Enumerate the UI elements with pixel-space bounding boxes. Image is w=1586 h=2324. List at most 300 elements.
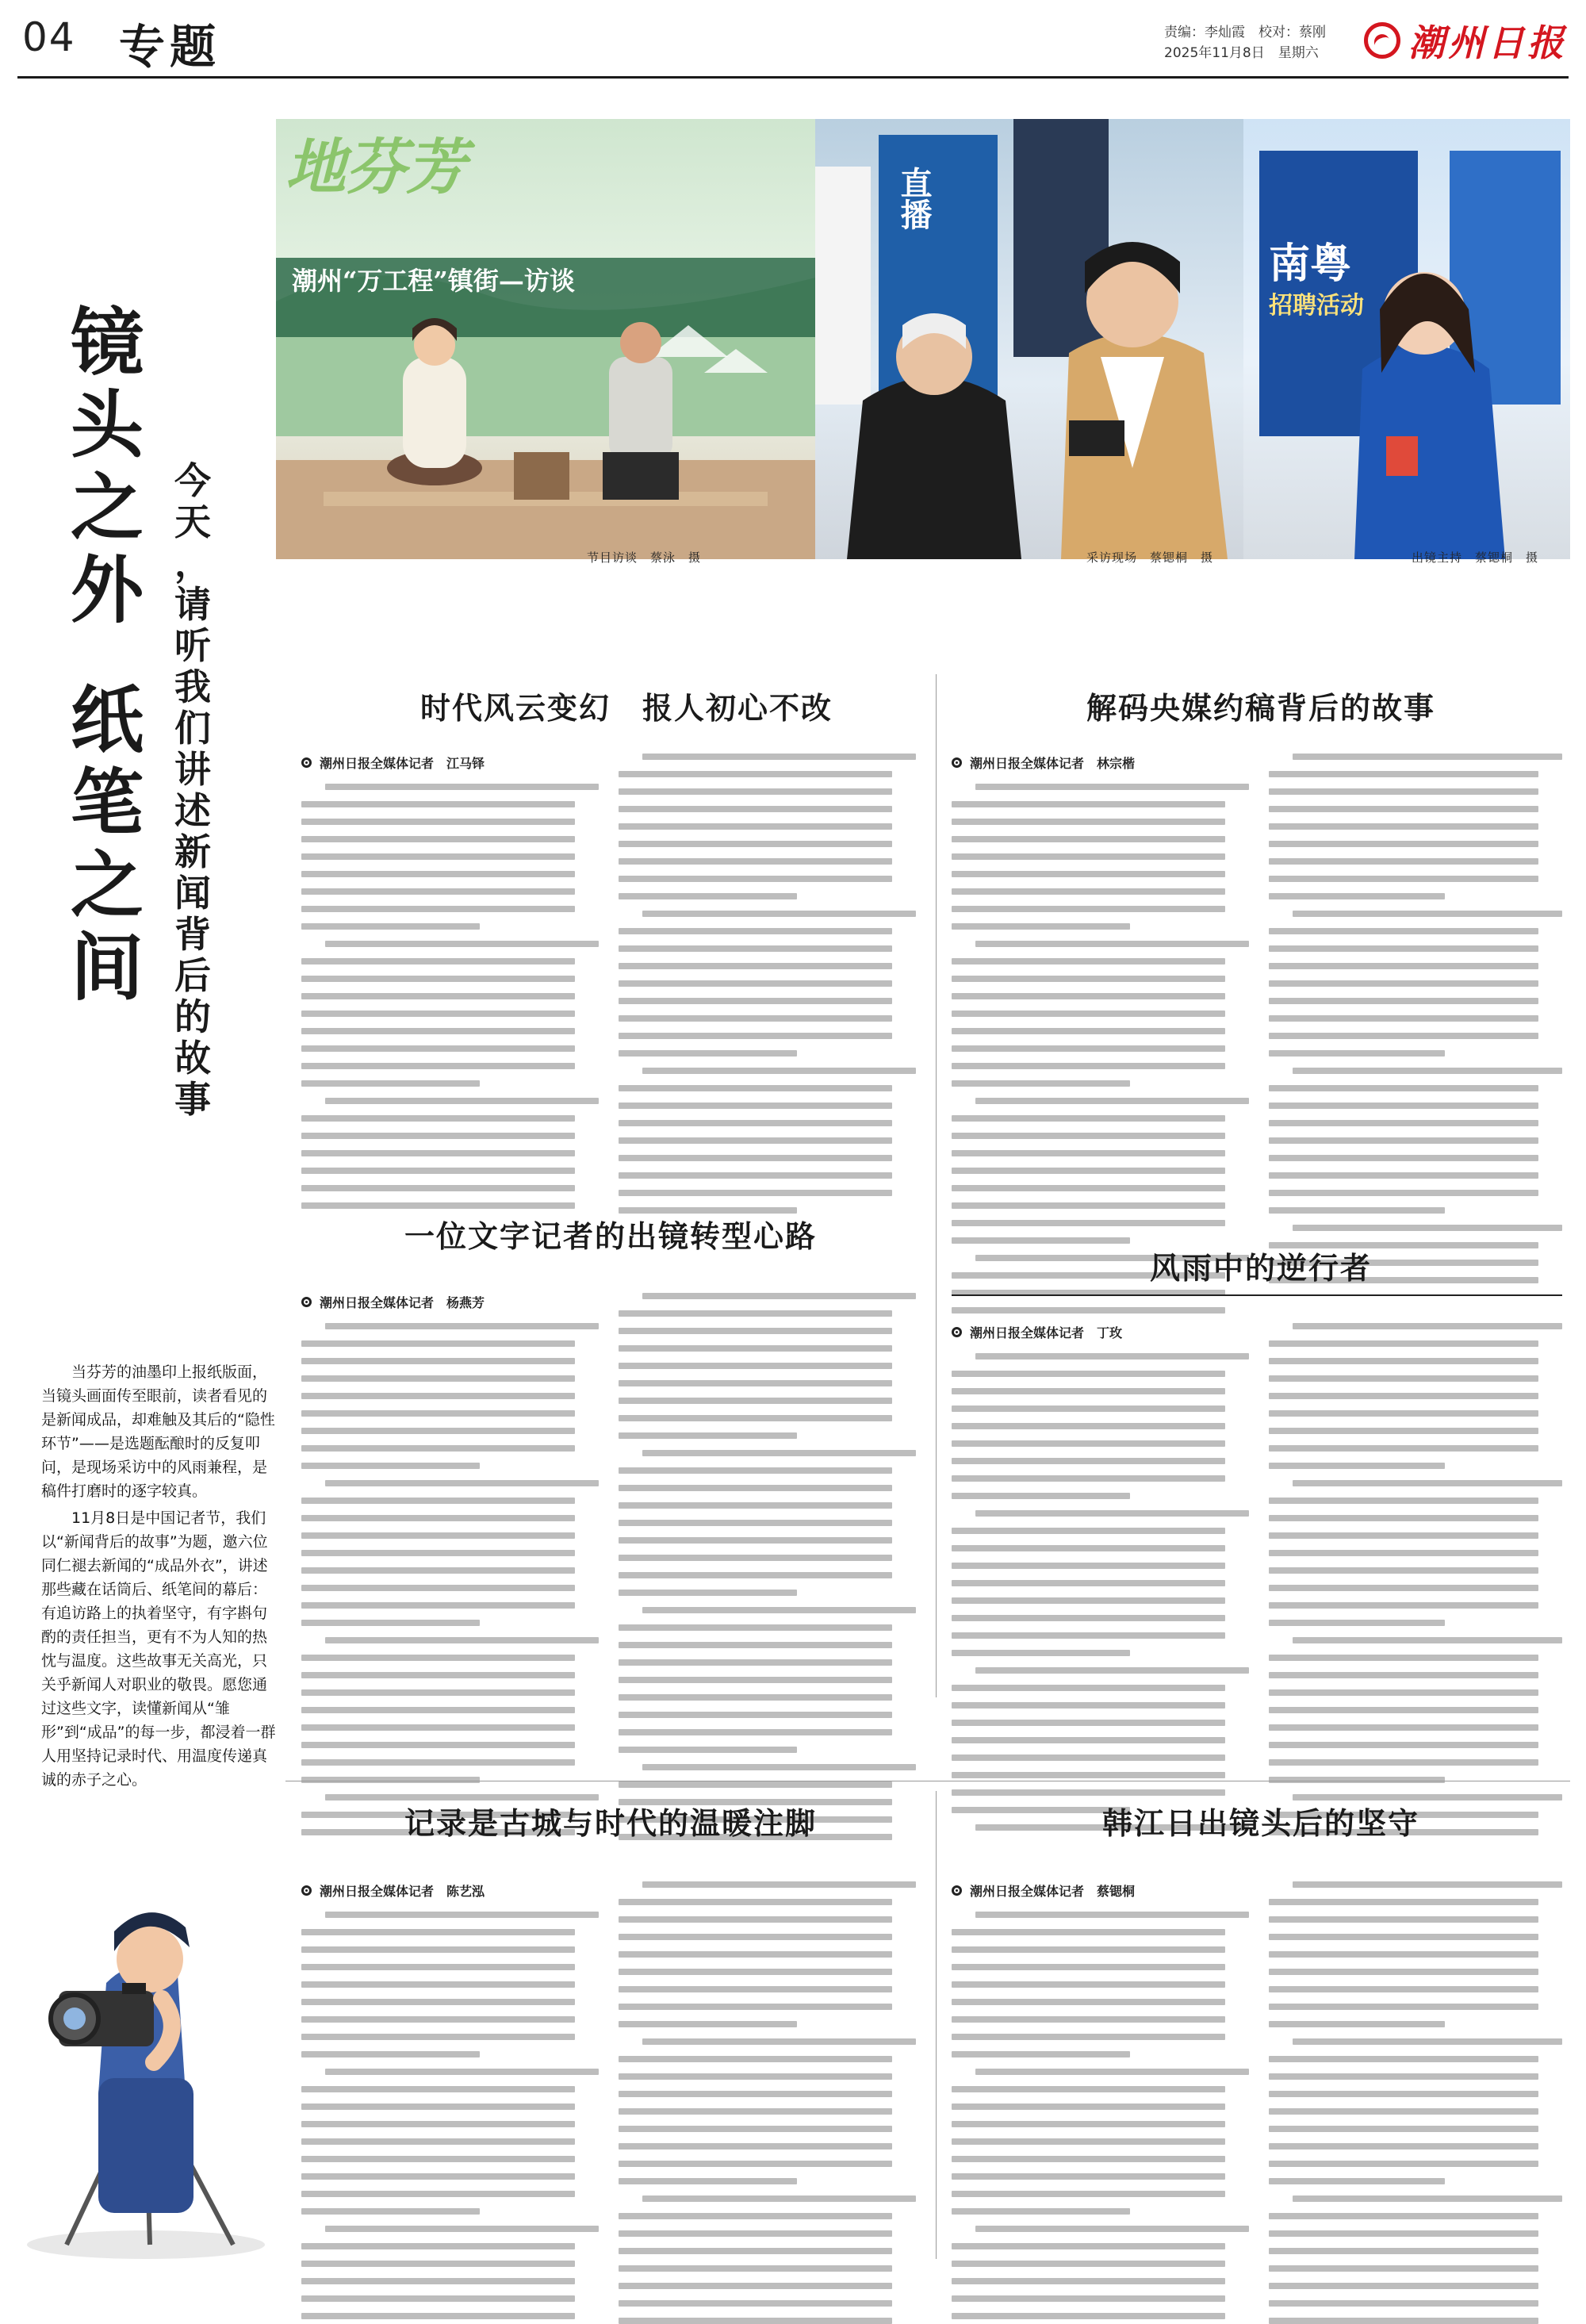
article-byline: [301, 1881, 485, 1900]
text-line: [1269, 1050, 1445, 1057]
text-line: [1293, 1480, 1562, 1486]
text-line: [1269, 2265, 1538, 2272]
text-line: [619, 1624, 892, 1631]
text-line: [619, 2248, 892, 2254]
text-line: [975, 1667, 1249, 1674]
text-line: [952, 2173, 1225, 2180]
text-line: [301, 2138, 575, 2145]
subtitle-char: 们: [174, 707, 211, 750]
text-line: [952, 1580, 1225, 1586]
text-line: [1269, 2318, 1538, 2324]
text-line: [1269, 1155, 1538, 1161]
text-line: [1269, 1689, 1538, 1696]
text-line: [301, 1445, 575, 1452]
text-line: [325, 941, 599, 947]
text-line: [619, 806, 892, 812]
text-line: [301, 1567, 575, 1574]
text-line: [301, 1655, 575, 1661]
text-line: [301, 871, 575, 877]
page-number: 04: [22, 14, 76, 60]
text-line: [301, 1340, 575, 1347]
article-body: [1269, 1881, 1562, 2262]
text-line: [619, 1694, 892, 1701]
logo-icon: [1364, 22, 1400, 59]
column-rule: [936, 674, 937, 1697]
text-line: [642, 1068, 916, 1074]
text-line: [952, 1597, 1225, 1604]
text-line: [301, 836, 575, 842]
text-line: [1269, 1777, 1445, 1783]
text-line: [1269, 823, 1538, 830]
text-line: [619, 2108, 892, 2115]
text-line: [619, 2161, 892, 2167]
feature-subtitle: [168, 460, 217, 1120]
text-line: [619, 1015, 892, 1022]
text-line: [619, 1033, 892, 1039]
text-line: [619, 1085, 892, 1091]
text-line: [952, 1632, 1225, 1639]
text-line: [952, 1999, 1225, 2005]
photo-backdrop-deco: 地芬芳: [285, 132, 466, 202]
text-line: [952, 1528, 1225, 1534]
article-headline: 风雨中的逆行者: [1149, 1250, 1372, 1286]
subtitle-char: 听: [174, 624, 211, 667]
text-line: [301, 1515, 575, 1521]
text-line: [952, 2191, 1225, 2197]
text-line: [952, 1440, 1225, 1447]
byline-text: 潮州日报全媒体记者 江马铎: [320, 756, 485, 771]
photo-backdrop-text: 潮州“万工程”镇街—访谈: [292, 266, 575, 296]
text-line: [952, 2034, 1225, 2040]
subtitle-char: 闻: [174, 872, 211, 915]
text-line: [952, 2295, 1225, 2302]
text-line: [952, 1493, 1130, 1499]
subtitle-char: 后: [174, 954, 211, 997]
text-line: [325, 2226, 599, 2232]
text-line: [1269, 1340, 1538, 1347]
text-line: [952, 1307, 1225, 1313]
text-line: [301, 923, 480, 930]
newspaper-logo: [1364, 17, 1567, 63]
text-line: [952, 1220, 1225, 1226]
masthead: [0, 0, 1586, 79]
article-body: [952, 784, 1249, 1240]
feature-intro: [41, 1360, 276, 1795]
text-line: [619, 841, 892, 847]
text-line: [619, 1415, 892, 1421]
text-line: [301, 2191, 575, 2197]
text-line: [619, 893, 797, 899]
article-body: [952, 1912, 1249, 2261]
text-line: [952, 888, 1225, 895]
photo-banner-text: 南粤: [1269, 240, 1352, 288]
text-line: [952, 1423, 1225, 1429]
text-line: [301, 2313, 575, 2319]
photo-caption: 节目访谈 蔡泳 摄: [587, 550, 702, 565]
text-line: [952, 2051, 1130, 2057]
subtitle-char: 的: [174, 995, 211, 1038]
date-line: 2025年11月8日 星期六: [1164, 45, 1319, 61]
article-headline: 韩江日出镜头后的坚守: [1101, 1805, 1419, 1841]
photographer-illustration: [11, 1872, 281, 2268]
photo-interview: [276, 119, 815, 559]
text-line: [301, 2156, 575, 2162]
text-line: [952, 1475, 1225, 1482]
text-line: [619, 2300, 892, 2307]
text-line: [952, 2121, 1225, 2127]
text-line: [301, 1724, 575, 1731]
text-line: [301, 1981, 575, 1988]
text-line: [952, 1133, 1225, 1139]
text-line: [1269, 1358, 1538, 1364]
text-line: [301, 1358, 575, 1364]
text-line: [952, 1185, 1225, 1191]
text-line: [642, 911, 916, 917]
text-line: [619, 963, 892, 969]
text-line: [1269, 2004, 1538, 2010]
text-line: [952, 2138, 1225, 2145]
text-line: [952, 1755, 1225, 1761]
text-line: [952, 1080, 1130, 1087]
text-line: [1269, 1393, 1538, 1399]
text-line: [619, 1502, 892, 1509]
text-line: [619, 771, 892, 777]
text-line: [952, 1650, 1130, 1656]
text-line: [1269, 998, 1538, 1004]
text-line: [1269, 806, 1538, 812]
text-line: [325, 1480, 599, 1486]
text-line: [301, 888, 575, 895]
subtitle-char: 述: [174, 789, 211, 832]
article-byline: [301, 754, 485, 772]
text-line: [1269, 1515, 1538, 1521]
text-line: [952, 2103, 1225, 2110]
text-line: [975, 1912, 1249, 1918]
text-line: [301, 1150, 575, 1156]
text-line: [301, 1689, 575, 1696]
text-line: [952, 871, 1225, 877]
text-line: [952, 819, 1225, 825]
text-line: [975, 941, 1249, 947]
text-line: [1269, 945, 1538, 952]
title-char: 之: [70, 465, 144, 550]
text-line: [301, 1185, 575, 1191]
text-line: [301, 1964, 575, 1970]
article-byline: [952, 1881, 1135, 1900]
text-line: [619, 1103, 892, 1109]
photo-caption: 出镜主持 蔡锶桐 摄: [1412, 550, 1539, 565]
article-byline: [952, 1323, 1122, 1341]
text-line: [619, 1677, 892, 1683]
article-body: [301, 1912, 599, 2261]
text-line: [1293, 1323, 1562, 1329]
photo-caption: 采访现场 蔡锶桐 摄: [1086, 550, 1214, 565]
title-char: 镜: [70, 300, 144, 385]
title-char: 纸: [70, 677, 144, 763]
text-line: [301, 853, 575, 860]
text-line: [952, 1237, 1130, 1244]
text-line: [619, 2143, 892, 2150]
text-line: [1269, 1986, 1538, 1992]
text-line: [1269, 1463, 1445, 1469]
text-line: [952, 2261, 1225, 2267]
text-line: [619, 1050, 797, 1057]
text-line: [952, 1045, 1225, 1052]
intro-paragraph: 11月8日是中国记者节，我们以“新闻背后的故事”为题，邀六位同仁褪去新闻的“成品外衣”，讲述那些藏在话筒后、纸笔间的幕后：有追访路上的执着坚守，有字斟句酌的责任担当，更有不为人知的热忱与温度。这些故事无关高光，只关乎新闻人对职业的敬畏。愿您通过这些文字，读懂新闻从“雏形”到“成品”的每一步，都浸着一群人用坚持记录时代、用温度传递真诚的赤子之心。: [41, 1509, 276, 1789]
article-body: [619, 1293, 916, 1761]
text-line: [1269, 2056, 1538, 2062]
text-line: [1293, 911, 1562, 917]
subtitle-char: 故: [174, 1037, 211, 1080]
subtitle-char: 事: [174, 1078, 211, 1121]
text-line: [1269, 1410, 1538, 1417]
text-line: [619, 1310, 892, 1317]
text-line: [301, 958, 575, 964]
text-line: [952, 2278, 1225, 2284]
text-line: [1269, 1172, 1538, 1179]
text-line: [1269, 2248, 1538, 2254]
subtitle-char: 今: [174, 459, 211, 502]
text-line: [1269, 1724, 1538, 1731]
text-line: [1293, 1637, 1562, 1643]
text-line: [301, 2086, 575, 2092]
text-line: [325, 784, 599, 790]
text-line: [619, 2283, 892, 2289]
text-line: [619, 1520, 892, 1526]
text-line: [952, 1685, 1225, 1691]
text-line: [952, 1702, 1225, 1708]
text-line: [619, 1555, 892, 1561]
text-line: [619, 2004, 892, 2010]
text-line: [1269, 2230, 1538, 2237]
text-line: [642, 2038, 916, 2045]
text-line: [952, 1772, 1225, 1778]
masthead-rule: [17, 76, 1569, 79]
text-line: [619, 2091, 892, 2097]
text-line: [301, 1759, 575, 1766]
text-line: [975, 1510, 1249, 1517]
text-line: [1269, 1532, 1538, 1539]
article-body: [301, 1323, 599, 1763]
byline-text: 潮州日报全媒体记者 杨燕芳: [320, 1295, 485, 1310]
text-line: [301, 1028, 575, 1034]
text-line: [301, 2261, 575, 2267]
text-line: [619, 1467, 892, 1474]
text-line: [619, 1345, 892, 1352]
text-line: [619, 1642, 892, 1648]
text-line: [952, 1929, 1225, 1935]
text-line: [619, 2056, 892, 2062]
text-line: [301, 1011, 575, 1017]
text-line: [325, 2069, 599, 2075]
text-line: [1269, 2161, 1538, 2167]
subtitle-char: ，: [174, 542, 211, 585]
text-line: [301, 906, 575, 912]
byline-text: 潮州日报全媒体记者 丁玫: [970, 1325, 1123, 1340]
text-line: [1269, 1707, 1538, 1713]
text-line: [952, 1458, 1225, 1464]
text-line: [952, 2243, 1225, 2249]
byline-text: 潮州日报全媒体记者 陈艺泓: [320, 1884, 485, 1899]
text-line: [619, 1747, 797, 1753]
text-line: [952, 2313, 1225, 2319]
text-line: [301, 819, 575, 825]
text-line: [1269, 1585, 1538, 1591]
subtitle-char: 背: [174, 913, 211, 956]
text-line: [301, 1929, 575, 1935]
article-headline: 解码央媒约稿背后的故事: [1086, 690, 1435, 726]
text-line: [301, 2243, 575, 2249]
text-line: [1269, 1655, 1538, 1661]
text-line: [1293, 754, 1562, 760]
text-line: [301, 1532, 575, 1539]
photo-banner-subtext: 招聘活动: [1269, 292, 1364, 320]
text-line: [325, 1637, 599, 1643]
text-line: [952, 1737, 1225, 1743]
byline-bullet-icon: [301, 757, 312, 768]
subtitle-char: 我: [174, 665, 211, 708]
text-line: [952, 1115, 1225, 1122]
text-line: [1269, 788, 1538, 795]
text-line: [301, 2051, 480, 2057]
text-line: [301, 1498, 575, 1504]
text-line: [619, 980, 892, 987]
text-line: [952, 1406, 1225, 1412]
text-line: [301, 2295, 575, 2302]
text-line: [952, 2156, 1225, 2162]
text-line: [619, 1659, 892, 1666]
text-line: [952, 1563, 1225, 1569]
text-line: [619, 2073, 892, 2080]
text-line: [325, 1098, 599, 1104]
article-headline: 一位文字记者的出镜转型心路: [404, 1218, 817, 1254]
text-line: [1269, 1969, 1538, 1975]
text-line: [301, 976, 575, 982]
text-line: [1269, 980, 1538, 987]
text-line: [1269, 1190, 1538, 1196]
text-line: [301, 1393, 575, 1399]
text-line: [952, 2086, 1225, 2092]
byline-text: 潮州日报全媒体记者 林宗楷: [970, 756, 1136, 771]
text-line: [1269, 1602, 1538, 1609]
subtitle-char: 天: [174, 500, 211, 543]
byline-bullet-icon: [952, 757, 962, 768]
text-line: [301, 1410, 575, 1417]
text-line: [301, 1133, 575, 1139]
text-line: [952, 1150, 1225, 1156]
article-headline: 记录是古城与时代的温暖注脚: [404, 1805, 817, 1841]
text-line: [1269, 2021, 1445, 2027]
photo-anchor: [1243, 119, 1570, 559]
text-line: [952, 958, 1225, 964]
title-char: 间: [70, 925, 144, 1011]
text-line: [952, 1615, 1225, 1621]
text-line: [1293, 1225, 1562, 1231]
text-line: [1293, 2196, 1562, 2202]
title-char: 笔: [70, 760, 144, 846]
text-line: [301, 2173, 575, 2180]
photo-banner-text: 直播: [895, 167, 933, 230]
text-line: [619, 2230, 892, 2237]
text-line: [975, 1098, 1249, 1104]
text-line: [1269, 2283, 1538, 2289]
article-body: [619, 1881, 916, 2262]
text-line: [642, 1607, 916, 1613]
text-line: [325, 1323, 599, 1329]
text-line: [1269, 1567, 1538, 1574]
text-line: [1269, 1672, 1538, 1678]
photo-field-interview: [815, 119, 1243, 559]
text-line: [1269, 1951, 1538, 1958]
article-body: [619, 754, 916, 1150]
text-line: [619, 1363, 892, 1369]
column-rule: [936, 1791, 937, 2259]
newspaper-name: 潮州日报: [1408, 21, 1567, 64]
text-line: [619, 1485, 892, 1491]
text-line: [619, 998, 892, 1004]
text-line: [619, 1781, 892, 1788]
text-line: [1269, 1759, 1538, 1766]
text-line: [619, 1986, 892, 1992]
text-line: [301, 1080, 480, 1087]
text-line: [952, 1545, 1225, 1551]
intro-paragraph: 当芬芳的油墨印上报纸版面，当镜头画面传至眼前，读者看见的是新闻成品，却难触及其后的“隐性环节”——是选题酝酿时的反复叩问，是现场采访中的风雨兼程，是稿件打磨时的逐字较真。: [41, 1363, 275, 1500]
feature-title: [48, 301, 167, 1009]
text-line: [1293, 1881, 1562, 1888]
text-line: [619, 1590, 797, 1596]
text-line: [1269, 1375, 1538, 1382]
text-line: [1269, 1550, 1538, 1556]
text-line: [619, 2178, 797, 2184]
article-body: [301, 784, 599, 1152]
text-line: [325, 1912, 599, 1918]
text-line: [975, 784, 1249, 790]
text-line: [975, 1353, 1249, 1360]
text-line: [952, 1964, 1225, 1970]
text-line: [301, 1585, 575, 1591]
title-char: 外: [70, 547, 144, 633]
subtitle-char: 新: [174, 830, 211, 873]
text-line: [301, 1946, 575, 1953]
text-line: [642, 2196, 916, 2202]
text-line: [952, 1202, 1225, 1209]
text-line: [619, 1969, 892, 1975]
text-line: [619, 1712, 892, 1718]
text-line: [619, 1328, 892, 1334]
text-line: [619, 1537, 892, 1544]
article-body: [952, 1353, 1249, 1762]
text-line: [301, 1777, 480, 1783]
text-line: [619, 1951, 892, 1958]
text-line: [1269, 2213, 1538, 2219]
text-line: [1269, 2143, 1538, 2150]
text-line: [301, 1620, 480, 1626]
text-line: [301, 801, 575, 807]
text-line: [619, 1432, 797, 1439]
text-line: [301, 1550, 575, 1556]
text-line: [619, 1190, 892, 1196]
byline-text: 潮州日报全媒体记者 蔡锶桐: [970, 1884, 1136, 1899]
text-line: [975, 2226, 1249, 2232]
text-line: [1269, 1498, 1538, 1504]
text-line: [301, 1063, 575, 1069]
text-line: [952, 976, 1225, 982]
text-line: [1293, 1068, 1562, 1074]
text-line: [1269, 1103, 1538, 1109]
text-line: [1269, 893, 1445, 899]
byline-bullet-icon: [952, 1885, 962, 1896]
text-line: [952, 1388, 1225, 1394]
